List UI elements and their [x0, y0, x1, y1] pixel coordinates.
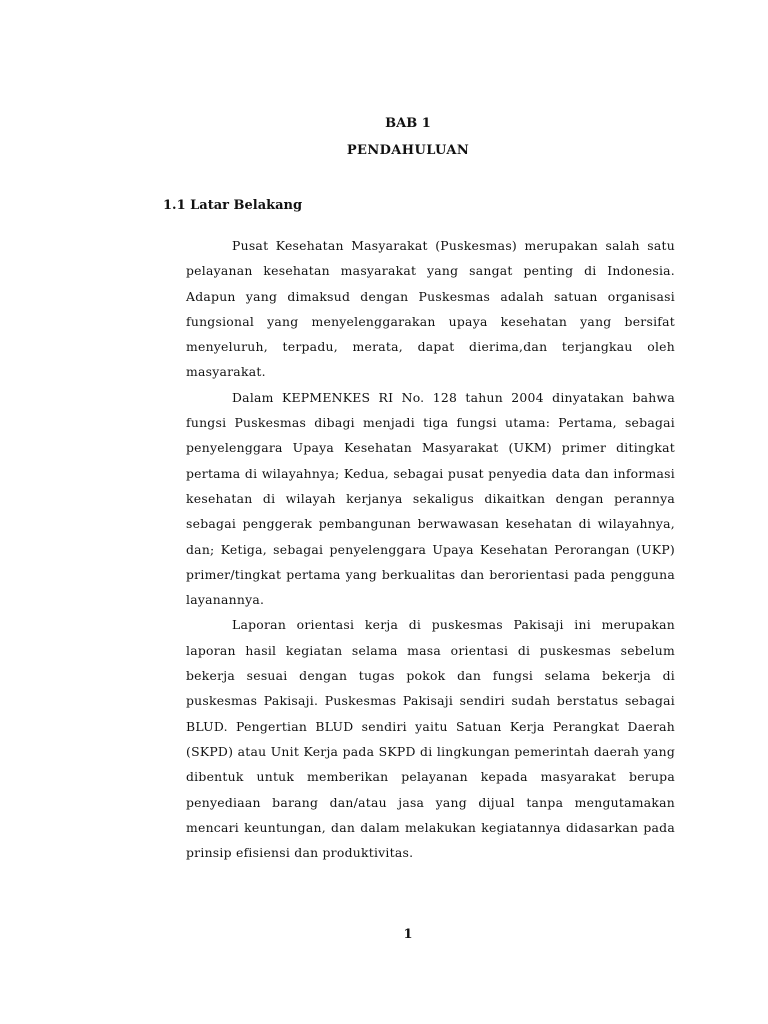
- paragraph-1: Pusat Kesehatan Masyarakat (Puskesmas) merupakan salah satu pelayanan kesehatan masyarakat yang sangat penting di Indonesia. Adapun yang dimaksud dengan Puskesmas adalah satuan organisasi fungsional yang menyelenggarakan upaya kesehatan yang bersifat menyeluruh, terpadu, merata, dapat dierima,dan terjangkau oleh masyarakat.: [186, 238, 675, 380]
- paragraph-2: Dalam KEPMENKES RI No. 128 tahun 2004 dinyatakan bahwa fungsi Puskesmas dibagi menjadi tiga fungsi utama: Pertama, sebagai penyelenggara Upaya Kesehatan Masyarakat (UKM) primer ditingkat pertama di wilayahnya; Kedua, sebagai pusat penyedia data dan informasi kesehatan di wilayah kerjanya sekaligus dikaitkan dengan perannya sebagai penggerak pembangunan berwawasan kesehatan di wilayahnya, dan; Ketiga, sebagai penyelenggara Upaya Kesehatan Perorangan (UKP) primer/tingkat pertama yang berkualitas dan berorientasi pada pengguna layanannya.: [186, 389, 675, 608]
- paragraph-3: Laporan orientasi kerja di puskesmas Pakisaji ini merupakan laporan hasil kegiatan selama masa orientasi di puskesmas sebelum bekerja sesuai dengan tugas pokok dan fungsi selama bekerja di puskesmas Pakisaji. Puskesmas Pakisaji sendiri sudah berstatus sebagai BLUD. Pengertian BLUD sendiri yaitu Satuan Kerja Perangkat Daerah (SKPD) atau Unit Kerja pada SKPD di lingkungan pemerintah daerah yang dibentuk untuk memberikan pelayanan kepada masyarakat berupa penyediaan barang dan/atau jasa yang dijual tanpa mengutamakan mencari keuntungan, dan dalam melakukan kegiatannya didasarkan pada prinsip efisiensi dan produktivitas.: [186, 617, 675, 861]
- page-number: 1: [403, 927, 413, 942]
- section-heading: 1.1 Latar Belakang: [163, 198, 303, 213]
- chapter-number: BAB 1: [385, 116, 431, 131]
- body-text: [186, 233, 675, 865]
- chapter-title: PENDAHULUAN: [346, 143, 470, 158]
